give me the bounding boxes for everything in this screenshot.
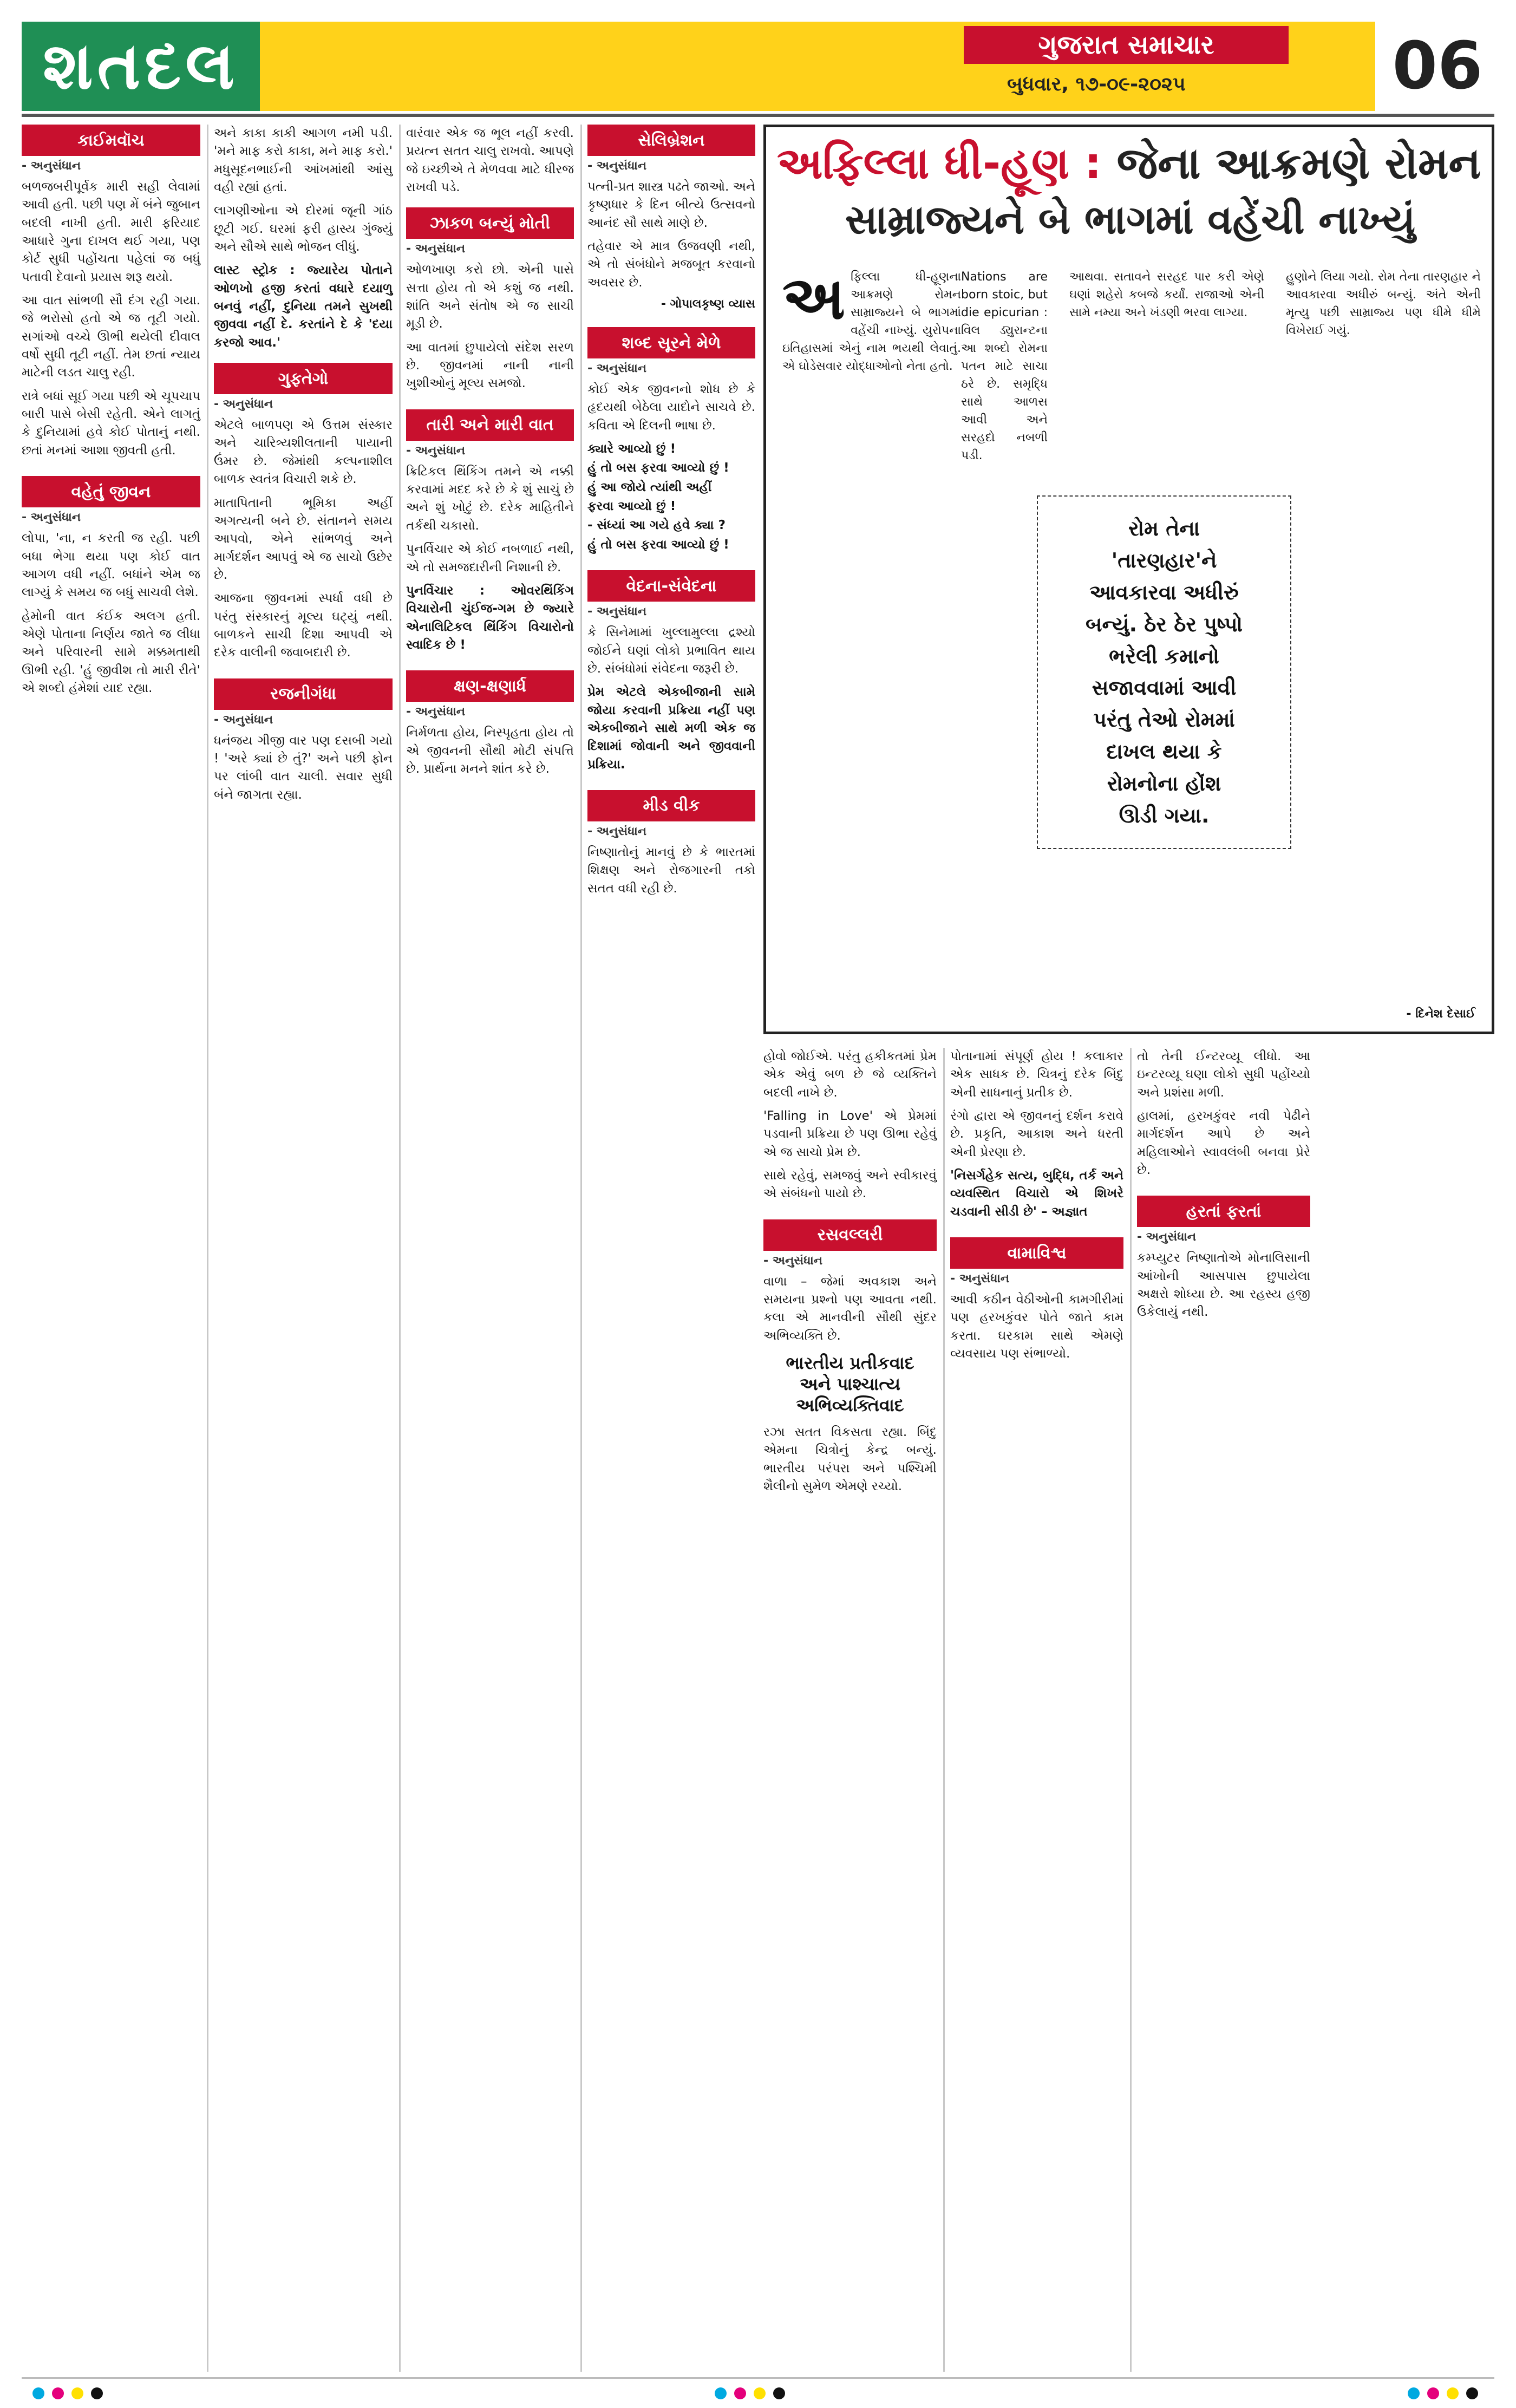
article-paragraph: ઓળખાણ કરો છો. એની પાસે સત્તા હોય તો એ કશું જ નથી. શાંતિ અને સંતોષ એ જ સાચી મૂડી છે. — [406, 263, 574, 331]
pull-quote-line: આવકારવા અધીરું — [1089, 580, 1239, 604]
article-paragraph: પુનર્વિચાર એ કોઈ નબળાઈ નથી, એ તો સમજદારીની નિશાની છે. — [406, 542, 574, 575]
article-paragraph: લોપા, 'ના, ન કરતી જ રહી. પછી બધા ભેગા થયા પણ કોઈ વાત આગળ વધી નહીં. બધાંને એમ જ લાગ્યું કે સમય જ બધું સાચવી લેશે. — [22, 531, 200, 600]
pull-quote — [1037, 495, 1291, 849]
magenta-dot — [734, 2387, 746, 2399]
column-5 — [763, 1048, 937, 1502]
highlight-quote: પુનર્વિચાર : ઓવરથિંકિંગ વિચારોની ચુંઈજ-ગમ છે જ્યારે એનાલિટિકલ થિંકિંગ વિચારોનો સ્વાદિક છે ! — [406, 583, 574, 652]
column-2 — [214, 125, 393, 810]
article-paragraph: આવી કઠીન વેઠીઓની કામગીરીમાં પણ હરખકુંવર પોતે જાતે કામ કરતા. ઘરકામ સાથે એમણે વ્યવસાય પણ સંભાળ્યો. — [950, 1293, 1123, 1361]
article-paragraph: 'Falling in Love' એ પ્રેમમાં પડવાની પ્રક્રિયા છે પણ ઊભા રહેવું એ જ સાચો પ્રેમ છે. — [763, 1109, 937, 1159]
page-number: 06 — [1392, 29, 1483, 104]
byline: - અનુસંધાન — [22, 511, 81, 525]
poem-line: - સંધ્યાં આ ગયે હવે ક્યા ? — [587, 518, 726, 533]
feature-text: ફિલ્લા ધી-હૂણના આક્રમણે રોમન સામ્રાજ્યને બે ભાગમાં વહેંચી નાખ્યું. યુરોપના ઇતિહાસમાં એનું નામ ભયથી લેવાતું. એ ઘોડેસવાર યોદ્ધાઓનો નેતા હતો. — [782, 270, 961, 373]
article-paragraph: આ વાત સાંભળી સૌ દંગ રહી ગયા. જે ભરોસો હતો એ જ તૂટી ગયો. સગાંઓ વચ્ચે ઊભી થયેલી દીવાલ વર્ષો સુધી તૂટી નહીં. તેમ છતાં ન્યાય માટેની લડત ચાલુ રહી. — [22, 293, 200, 380]
article-paragraph: વારંવાર એક જ ભૂલ નહીં કરવી. પ્રયત્ન સતત ચાલુ રાખવો. આપણે જે ઇચ્છીએ તે મેળવવા માટે ધીરજ રાખવી પડે. — [406, 126, 574, 195]
black-dot — [773, 2387, 785, 2399]
column-1 — [22, 125, 200, 703]
headline-highlight: અફિલ્લા ધી-હૂણ : — [777, 138, 1102, 188]
pull-quote-line: ભરેલી કમાનો — [1109, 644, 1219, 668]
pull-quote-line: સજાવવામાં આવી — [1092, 676, 1237, 700]
cyan-dot — [1408, 2387, 1420, 2399]
pull-quote-line: બન્યું. ઠેર ઠેર પુષ્પો — [1085, 612, 1243, 636]
feature-headline — [777, 138, 1484, 252]
article-paragraph: એટલે બાળપણ એ ઉત્તમ સંસ્કાર અને ચારિત્ર્યશીલતાની પાયાની ઉંમર છે. જેમાંથી કલ્પનાશીલ બાળક સ્વતંત્ર વિચારી શકે છે. — [214, 418, 393, 487]
byline: - અનુસંધાન — [587, 824, 647, 838]
article-paragraph: તો તેની ઈન્ટરવ્યૂ લીધો. આ ઇન્ટરવ્યૂ ઘણા લોકો સુધી પહોંચ્યો અને પ્રશંસા મળી. — [1137, 1049, 1310, 1100]
article-paragraph: ધનંજય ગીજી વાર પણ દસબી ગયો ! 'અરે ક્યાં છે તું?' અને પછી ફોન પર લાંબી વાત ચાલી. સવાર સુધી બંને જાગતા રહ્યા. — [214, 733, 393, 802]
article-paragraph: રંગો દ્વારા એ જીવનનું દર્શન કરાવે છે. પ્રકૃતિ, આકાશ અને ધરતી એની પ્રેરણા છે. — [950, 1109, 1123, 1159]
magenta-dot — [52, 2387, 64, 2399]
byline: - અનુસંધાન — [950, 1272, 1010, 1286]
article-paragraph: કે સિનેમામાં ખુલ્લામુલ્લા દ્રશ્યો જોઈને ઘણાં લોકો પ્રભાવિત થાય છે. સંબંધોમાં સંવેદના જરૂરી છે. — [587, 625, 755, 676]
article-paragraph: હોવો જોઈએ. પરંતુ હકીકતમાં પ્રેમ એક એવું બળ છે જે વ્યક્તિને બદલી નાખે છે. — [763, 1049, 937, 1100]
issue-date: બુધવાર, ૧૭-૦૯-૨૦૨૫ — [1007, 73, 1186, 95]
section-heading: રસવલ્લરી — [763, 1219, 937, 1251]
subheading-line: અભિવ્યક્તિવાદ — [796, 1395, 904, 1416]
section-logo: શતદલ — [22, 22, 260, 111]
footer-rule — [22, 2377, 1494, 2379]
headline-line-1 — [777, 138, 1484, 189]
article-paragraph: સાથે રહેવું, સમજવું અને સ્વીકારવું એ સંબંધનો પાયો છે. — [763, 1169, 937, 1201]
feature-text: હુણોને લિયા ગયો. રોમ તેના તારણહાર ને આવકારવા અધીરું બન્યું. અંતે એની મૃત્યુ પછી સામ્રાજ્ય પણ ધીમે ધીમે વિખેરાઈ ગયું. — [1286, 270, 1481, 337]
byline: - અનુસંધાન — [587, 605, 647, 619]
section-heading: વામાવિશ્વ — [950, 1237, 1123, 1269]
feature-column — [782, 263, 961, 375]
article-paragraph: રાત્રે બધાં સૂઈ ગયા પછી એ ચૂપચાપ બારી પાસે બેસી રહેતી. એને લાગતું કે દુનિયામાં હવે કોઈ પોતાનું નથી. છતાં મનમાં આશા જીવતી હતી. — [22, 389, 200, 458]
article-paragraph: આજના જીવનમાં સ્પર્ધા વધી છે પરંતુ સંસ્કારનું મૂલ્ય ઘટ્યું નથી. બાળકને સાચી દિશા આપવી એ દરેક વાલીની જવાબદારી છે. — [214, 591, 393, 660]
byline: - અનુસંધાન — [22, 159, 81, 173]
article-paragraph: નિર્મળતા હોય, નિસ્પૃહતા હોય તો એ જીવનની સૌથી મોટી સંપત્તિ છે. પ્રાર્થના મનને શાંત કરે છે. — [406, 726, 574, 776]
column-divider — [399, 125, 401, 2372]
article-paragraph: હેમોની વાત કંઈક અલગ હતી. એણે પોતાના નિર્ણય જાતે જ લીધા અને પરિવારની સામે મક્કમતાથી ઊભી રહી. 'હું જીવીશ તો મારી રીતે' એ શબ્દો હંમેશાં યાદ રહ્યા. — [22, 609, 200, 695]
poem-line: ક્યારે આવ્યો છું ! — [587, 442, 676, 456]
black-dot — [91, 2387, 103, 2399]
author-signoff: - ગોપાલકૃષ્ણ વ્યાસ — [661, 297, 755, 311]
black-dot — [1466, 2387, 1478, 2399]
subheading-line: અને પાશ્ચાત્ય — [800, 1374, 900, 1395]
feature-text: આથવા. સતાવને સરહદ પાર કરી એણે ઘણાં શહેરો કબજે કર્યાં. રાજાઓ એની સામે નમ્યા અને ખંડણી ભરવા લાગ્યા. — [1069, 270, 1264, 319]
article-paragraph: પોતાનામાં સંપૂર્ણ હોય ! કલાકાર એક સાધક છે. ચિત્રનું દરેક બિંદુ એની સાધનાનું પ્રતીક છે. — [950, 1049, 1123, 1100]
column-divider — [207, 125, 208, 2372]
article-paragraph: લાગણીઓના એ દોરમાં જૂની ગાંઠ છૂટી ગઈ. ઘરમાં ફરી હાસ્ય ગુંજ્યું અને સૌએ સાથે ભોજન લીધું. — [214, 204, 393, 254]
cyan-dot — [32, 2387, 44, 2399]
magenta-dot — [1427, 2387, 1439, 2399]
section-heading: મીડ વીક — [587, 790, 755, 821]
section-heading: હરતાં ફરતાં — [1137, 1196, 1310, 1227]
byline: - અનુસંધાન — [587, 362, 647, 376]
yellow-dot — [754, 2387, 766, 2399]
article-paragraph: તહેવાર એ માત્ર ઉજવણી નથી, એ તો સંબંધોને મજબૂત કરવાનો અવસર છે. — [587, 239, 755, 290]
section-heading: વહેતું જીવન — [22, 476, 200, 507]
column-4 — [587, 125, 755, 903]
column-divider — [580, 125, 582, 2372]
section-heading: કાઈમવૉચ — [22, 125, 200, 156]
pull-quote-line: રોમનોના હોંશ — [1107, 772, 1221, 796]
section-heading: રજનીગંધા — [214, 678, 393, 710]
feature-text: Nations are born stoic, but die epicurian : વિલ ડ્યુરાન્ટના આ શબ્દો રોમના પતન માટે સાચા ઠરે છે. સમૃદ્ધિ સાથે આળસ આવી અને સરહદો નબળી પડી. — [961, 270, 1048, 462]
article-paragraph: કમ્પ્યુટર નિષ્ણાતોએ મોનાલિસાની આંખોની આસપાસ છુપાયેલા અક્ષરો શોધ્યા છે. આ રહસ્ય હજી ઉકેલાયું નથી. — [1137, 1251, 1310, 1320]
article-paragraph: પત્ની-પ્રત શાસ્ત્ર પઢતે જાઓ. અને કૃષ્ણધાર કે દિન બીત્યે ઉત્સવનો આનંદ સૌ સાથે માણે છે. — [587, 180, 755, 230]
article-paragraph: ક્રિટિકલ થિંકિંગ તમને એ નક્કી કરવામાં મદદ કરે છે કે શું સાચું છે અને શું ખોટું છે. દરેક માહિતીને તર્કથી ચકાસો. — [406, 464, 574, 533]
article-paragraph: હાલમાં, હરખકુંવર નવી પેઢીને માર્ગદર્શન આપે છે અને મહિલાઓને સ્વાવલંબી બનવા પ્રેરે છે. — [1137, 1109, 1310, 1178]
registration-marks-left — [32, 2385, 103, 2402]
article-paragraph: માતાપિતાની ભૂમિકા અહીં અગત્યની બને છે. સંતાનને સમય આપવો, એને સાંભળવું અને માર્ગદર્શન આપવું એ જ સાચો ઉછેર છે. — [214, 495, 393, 582]
column-3 — [406, 125, 574, 784]
section-heading: ક્ષણ-ક્ષણાર્ધ — [406, 670, 574, 702]
feature-column — [961, 268, 1048, 465]
author-signoff: - દિનેશ દેસાઈ — [1406, 1007, 1475, 1021]
article-paragraph: રઝા સતત વિકસતા રહ્યા. બિંદુ એમના ચિત્રોનું કેન્દ્ર બન્યું. ભારતીય પરંપરા અને પશ્ચિમી શૈલીનો સુમેળ એમણે રચ્યો. — [763, 1425, 937, 1494]
article-paragraph: આ વાતમાં છુપાયેલો સંદેશ સરળ છે. જીવનમાં નાની નાની ખુશીઓનું મૂલ્ય સમજો. — [406, 340, 574, 391]
drop-cap: અ — [782, 263, 846, 332]
pull-quote-line: રોમ તેના — [1128, 517, 1200, 540]
headline-line-2: સામ્રાજ્યને બે ભાગમાં વહેંચી નાખ્યું — [845, 197, 1416, 243]
feature-article — [763, 125, 1494, 1034]
pull-quote-line: પરંતુ તેઓ રોમમાં — [1093, 708, 1235, 732]
column-divider — [1130, 1048, 1132, 2372]
section-heading: વેદના-સંવેદના — [587, 570, 755, 602]
byline: - અનુસંધાન — [406, 705, 466, 719]
cyan-dot — [715, 2387, 727, 2399]
poem-line: હું તો બસ ફરવા આવ્યો છું ! — [587, 537, 729, 552]
article-paragraph: અને કાકા કાકી આગળ નમી પડી. 'મને માફ કરો કાકા, મને માફ કરો.' મધુસૂદનભાઈની આંખમાંથી આંસુ વહી રહ્યાં હતાં. — [214, 126, 393, 195]
column-divider — [943, 1048, 945, 2372]
poem — [587, 440, 755, 554]
article-paragraph: વાળા – જેમાં અવકાશ અને સમયના પ્રશ્નો પણ આવતા નથી. કલા એ માનવીની સૌથી સુંદર અભિવ્યક્તિ છે. — [763, 1274, 937, 1343]
article-paragraph: કોઈ એક જીવનનો શોધ છે કે હૃદયથી બેઠેલા યાદોને સાચવે છે. કવિતા એ દિલની ભાષા છે. — [587, 382, 755, 433]
article-paragraph: નિષ્ણાતોનું માનવું છે કે ભારતમાં શિક્ષણ અને રોજગારની તકો સતત વધી રહી છે. — [587, 845, 755, 896]
yellow-dot — [71, 2387, 83, 2399]
section-heading: તારી અને મારી વાત — [406, 409, 574, 441]
byline: - અનુસંધાન — [587, 159, 647, 173]
section-heading: ગુફતેગો — [214, 363, 393, 394]
header-band — [260, 22, 1375, 111]
registration-marks-center — [715, 2385, 785, 2402]
column-7 — [1137, 1048, 1310, 1327]
byline: - અનુસંધાન — [406, 242, 466, 256]
pull-quote-line: ઊડી ગયા. — [1119, 804, 1210, 828]
feature-column — [1069, 268, 1264, 322]
byline: - અનુસંધાન — [1137, 1230, 1197, 1244]
byline: - અનુસંધાન — [214, 397, 273, 412]
yellow-dot — [1447, 2387, 1459, 2399]
header-rule — [22, 114, 1494, 117]
byline: - અનુસંધાન — [763, 1254, 823, 1268]
headline-text: જેના આક્રમણે રોમન — [1116, 138, 1481, 188]
highlight-quote: 'નિસર્ગહેક સત્ય, બુદ્ધિ, તર્ક અને વ્યવસ્થિત વિચારો એ શિખરે ચડવાની સીડી છે' – અજ્ઞાત — [950, 1169, 1123, 1219]
pull-quote-line: દાખલ થયા કે — [1106, 740, 1222, 764]
poem-line: હું આ જોયે ત્યાંથી અહીં — [587, 480, 712, 494]
highlight-quote: લાસ્ટ સ્ટ્રોક : જ્યારેય પોતાને ઓળખો હજી કરતાં વધારે દયાળુ બનવું નહીં, દુનિયા તમને સુખથી જીવવા નહીં દે. કરતાંને દે કે 'દયા કરજો આવ.' — [214, 263, 393, 350]
subheading-line: ભારતીય પ્રતીકવાદ — [786, 1353, 914, 1374]
section-heading: ઝાકળ બન્યું મોતી — [406, 207, 574, 239]
column-6 — [950, 1048, 1123, 1368]
byline: - અનુસંધાન — [406, 443, 466, 458]
section-heading: શબ્દ સૂરને મેળે — [587, 327, 755, 358]
registration-marks-right — [1408, 2385, 1478, 2402]
masthead — [22, 22, 1494, 116]
feature-column — [1286, 268, 1481, 340]
section-heading: સેલિબ્રેશન — [587, 125, 755, 156]
subheading — [763, 1353, 937, 1416]
poem-line: ફરવા આવ્યો છું ! — [587, 499, 676, 514]
highlight-quote: પ્રેમ એટલે એકબીજાની સામે જોયા કરવાની પ્રક્રિયા નહીં પણ એકબીજાને સાથે મળી એક જ દિશામાં જોવાની અને જીવવાની પ્રક્રિયા. — [587, 685, 755, 772]
pull-quote-line: 'તારણહાર'ને — [1111, 548, 1217, 572]
article-paragraph: બળજબરીપૂર્વક મારી સહી લેવામાં આવી હતી. પછી પણ મેં બંને જુબાન બદલી નાખી હતી. મારી ફરિયાદ આધારે ગુના દાખલ થઈ ગયા, પણ કોર્ટ સુધી પહોંચતા પહેલાં જ બધું પતાવી દેવાનો પ્રયાસ શરૂ થયો. — [22, 180, 200, 284]
poem-line: હું તો બસ ફરવા આવ્યો છું ! — [587, 461, 729, 475]
byline: - અનુસંધાન — [214, 713, 273, 727]
newspaper-title: ગુજરાત સમાચાર — [964, 26, 1289, 64]
